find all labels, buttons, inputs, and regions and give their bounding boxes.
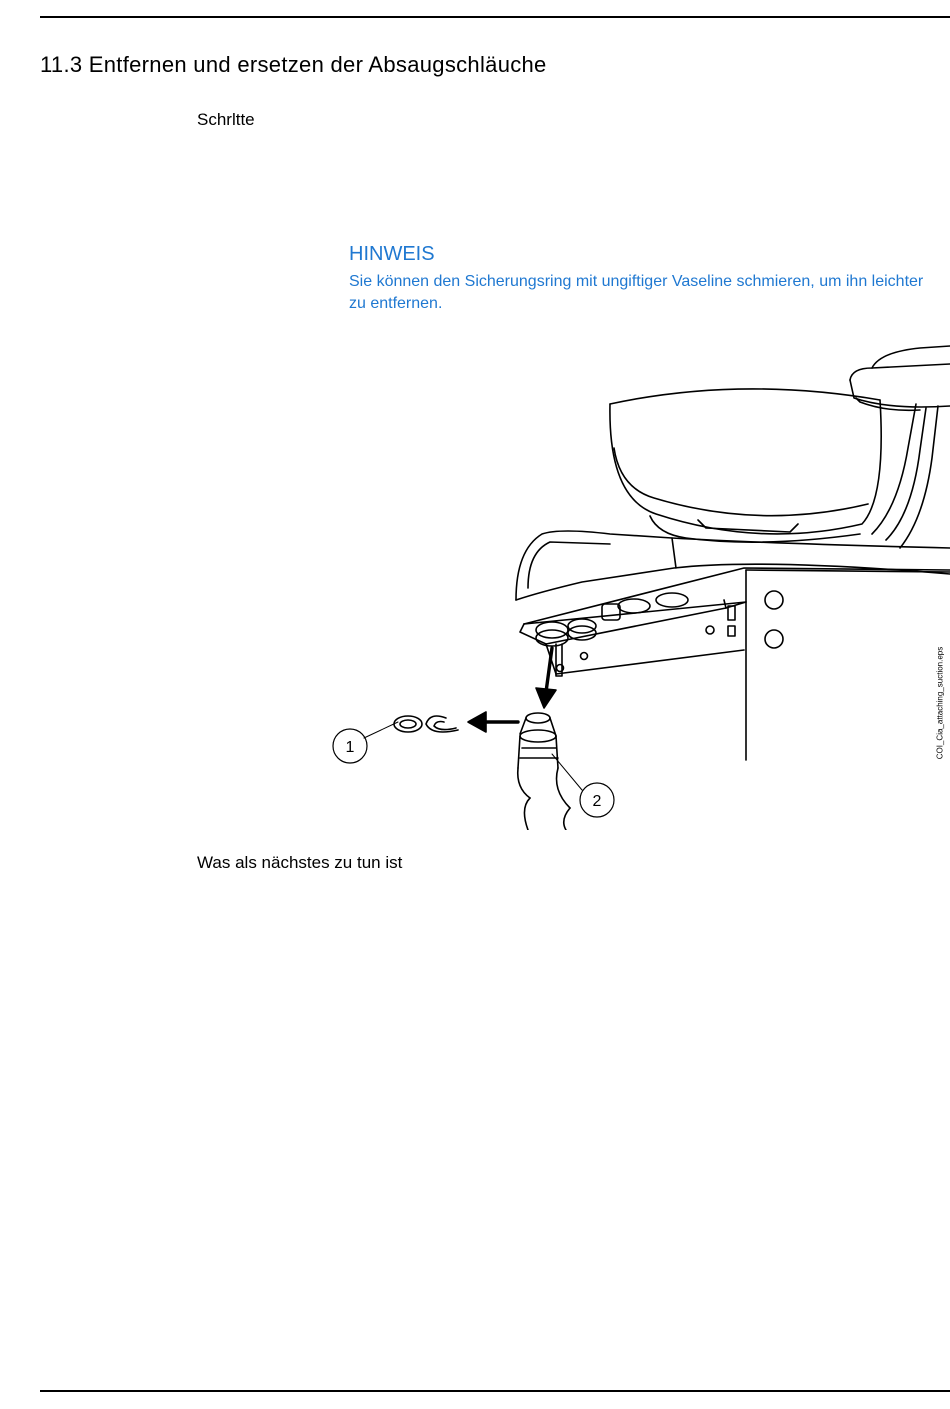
suction-hose-illustration: [320, 338, 950, 830]
bottom-rule: [40, 1390, 950, 1392]
callout-1: 1: [345, 739, 355, 756]
down-arrow: [536, 648, 556, 708]
callout-2: 2: [592, 793, 602, 810]
spittoon-arm: [850, 346, 950, 548]
retaining-ring: [394, 716, 458, 732]
suction-hose: [518, 713, 570, 830]
top-rule: [40, 16, 950, 18]
section-title: 11.3 Entfernen und ersetzen der Absaugschläuche: [40, 52, 547, 77]
figure-file-label: [933, 640, 947, 766]
notice-title: HINWEIS: [349, 243, 435, 265]
notice-box: [349, 243, 939, 315]
figure-file-label-text: COI_Cia_attaching_suction.eps: [935, 646, 945, 760]
steps-label: Schrltte: [197, 110, 255, 129]
spittoon-bowl: [610, 389, 881, 542]
notice-text: Sie können den Sicherungsring mit ungiftiger Vaseline schmieren, um ihn leichter zu entfernen.: [349, 273, 924, 312]
next-steps-label: Was als nächstes zu tun ist: [197, 853, 403, 872]
left-arrow: [468, 712, 518, 732]
unit-housing: [516, 531, 950, 760]
